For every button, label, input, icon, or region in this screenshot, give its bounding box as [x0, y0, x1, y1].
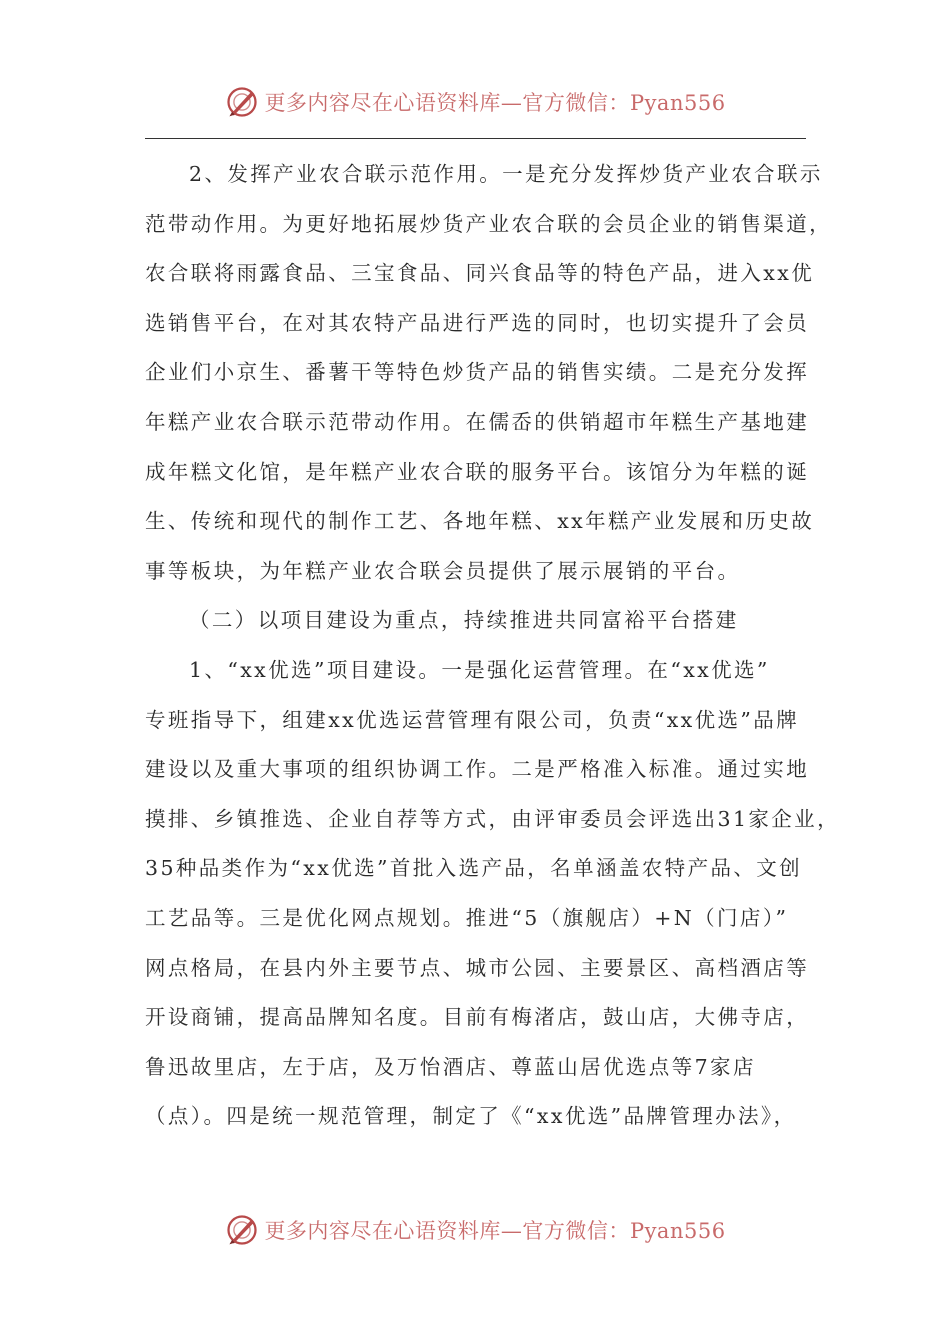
- section-heading: （二）以项目建设为重点，持续推进共同富裕平台搭建: [189, 608, 739, 633]
- paragraph-line: 事等板块，为年糕产业农合联会员提供了展示展销的平台。: [145, 558, 741, 583]
- paragraph-line: 摸排、乡镇推选、企业自荐等方式，由评审委员会评选出31家企业，: [145, 806, 840, 831]
- paragraph-line: （点）。四是统一规范管理，制定了《“xx优选”品牌管理办法》，: [145, 1104, 797, 1129]
- paragraph-line: 网点格局，在县内外主要节点、城市公园、主要景区、高档酒店等: [145, 955, 810, 980]
- paragraph-line: 建设以及重大事项的组织协调工作。二是严格准入标准。通过实地: [145, 757, 810, 782]
- header-banner-text: 更多内容尽在心语资料库—官方微信：Pyan556: [264, 91, 726, 115]
- header-wechat-id: Pyan556: [629, 91, 726, 115]
- header-banner: [0, 82, 950, 122]
- paragraph-line: 企业们小京生、番薯干等特色炒货产品的销售实绩。二是充分发挥: [145, 360, 810, 385]
- paragraph-line: 选销售平台，在对其农特产品进行严选的同时，也切实提升了会员: [145, 310, 810, 335]
- paragraph-line: 范带动作用。为更好地拓展炒货产业农合联的会员企业的销售渠道，: [145, 211, 832, 236]
- paragraph-line: 生、传统和现代的制作工艺、各地年糕、xx年糕产业发展和历史故: [145, 509, 815, 534]
- footer-wechat-id: Pyan556: [629, 1219, 726, 1243]
- paragraph-line: 1、“xx优选”项目建设。一是强化运营管理。在“xx优选”: [189, 657, 770, 682]
- document-body: [145, 150, 840, 1142]
- paragraph-line: 2、发挥产业农合联示范作用。一是充分发挥炒货产业农合联示: [189, 162, 823, 186]
- paragraph-line: 鲁迅故里店，左于店，及万怡酒店、尊蓝山居优选点等7家店: [145, 1054, 756, 1079]
- header-divider: [145, 138, 806, 139]
- pen-logo-icon: [224, 1212, 260, 1248]
- paragraph-line: 35种品类作为“xx优选”首批入选产品，名单涵盖农特产品、文创: [145, 856, 803, 881]
- paragraph-line: 成年糕文化馆，是年糕产业农合联的服务平台。该馆分为年糕的诞: [145, 459, 810, 484]
- paragraph-line: 年糕产业农合联示范带动作用。在儒岙的供销超市年糕生产基地建: [145, 409, 810, 434]
- paragraph-line: 开设商铺，提高品牌知名度。目前有梅渚店，鼓山店，大佛寺店，: [145, 1005, 810, 1030]
- paragraph-line: 工艺品等。三是优化网点规划。推进“5（旗舰店）+N（门店）”: [145, 905, 789, 930]
- paragraph-line: 农合联将雨露食品、三宝食品、同兴食品等的特色产品，进入xx优: [145, 261, 815, 286]
- footer-banner-text: 更多内容尽在心语资料库—官方微信：Pyan556: [264, 1219, 726, 1243]
- pen-logo-icon: [224, 84, 260, 120]
- paragraph-line: 专班指导下，组建xx优选运营管理有限公司，负责“xx优选”品牌: [145, 707, 800, 732]
- footer-banner: [0, 1210, 950, 1250]
